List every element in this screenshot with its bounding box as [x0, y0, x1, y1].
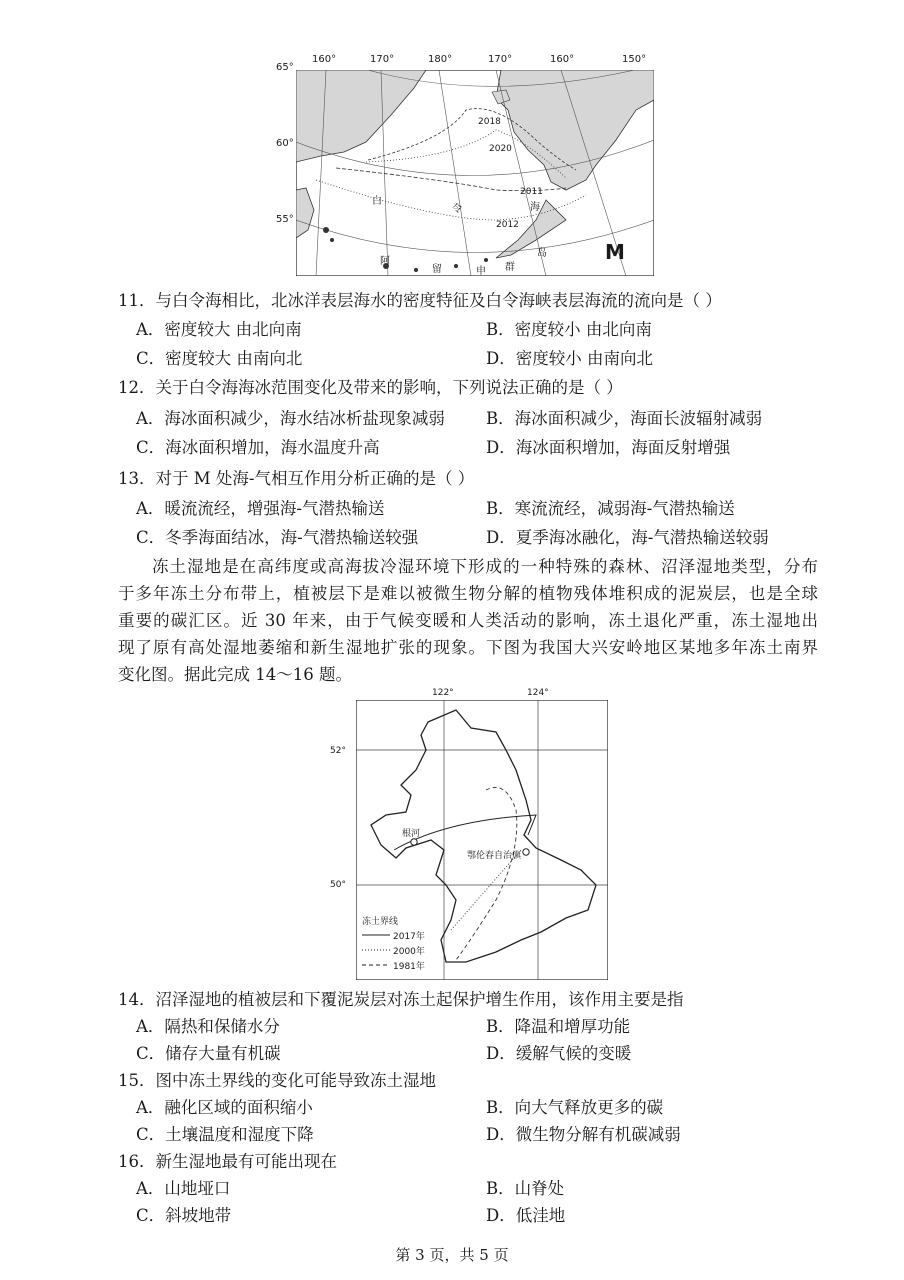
place-char: 海: [530, 202, 540, 213]
map1-lat-label: 65°: [276, 62, 294, 73]
option-b: B．山脊处: [486, 1179, 565, 1198]
place-char: 岛: [537, 248, 547, 259]
year-label: 2012: [496, 220, 519, 230]
map-marker-m: M: [605, 240, 625, 264]
question-15: 15．图中冻土界线的变化可能导致冻土湿地: [118, 1071, 436, 1090]
bering-sea-map: [296, 70, 654, 276]
map1-lat-label: 55°: [276, 214, 294, 225]
option-d: D．海冰面积增加，海面反射增强: [486, 438, 731, 457]
map2-lat-label: 52°: [330, 746, 346, 756]
option-b: B．海冰面积减少，海面长波辐射减弱: [486, 409, 763, 428]
option-c: C．海冰面积增加，海水温度升高: [136, 438, 380, 457]
option-a: A．隔热和保储水分: [136, 1017, 280, 1036]
option-a: A．密度较大 由北向南: [136, 320, 302, 339]
place-char: 白: [372, 196, 382, 207]
place-char: 令: [452, 204, 462, 215]
option-c: C．冬季海面结冰，海-气潜热输送较强: [136, 528, 419, 547]
question-16: 16．新生湿地最有可能出现在: [118, 1152, 337, 1171]
question-13: 13．对于 M 处海-气相互作用分析正确的是（ ）: [118, 469, 475, 488]
option-d: D．微生物分解有机碳减弱: [486, 1125, 681, 1144]
map1-lon-label: 180°: [428, 54, 453, 65]
map2-lon-label: 122°: [432, 688, 454, 698]
year-label: 2018: [478, 117, 501, 127]
passage-line: 变化图。据此完成 14～16 题。: [118, 665, 352, 684]
option-a: A．融化区域的面积缩小: [136, 1098, 313, 1117]
passage: [118, 553, 818, 688]
option-a: A．海冰面积减少，海水结冰析盐现象减弱: [136, 409, 445, 428]
map1-lat-label: 60°: [276, 138, 294, 149]
year-label: 2011: [520, 187, 543, 197]
map1-lon-label: 170°: [370, 54, 395, 65]
legend-2000: 2000年: [393, 947, 425, 957]
option-c: C．密度较大 由南向北: [136, 349, 303, 368]
map1-lon-label: 150°: [622, 54, 647, 65]
place-char: 申: [476, 266, 486, 277]
question-12: 12．关于白令海海冰范围变化及带来的影响，下列说法正确的是（ ）: [118, 378, 623, 397]
option-c: C．储存大量有机碳: [136, 1044, 281, 1063]
option-b: B．密度较小 由北向南: [486, 320, 652, 339]
place-char: 群: [505, 262, 515, 273]
map2-lon-label: 124°: [527, 688, 549, 698]
option-a: A．暖流流经，增强海-气潜热输送: [136, 499, 385, 518]
passage-line: 重要的碳汇区。近 30 年来，由于气候变暖和人类活动的影响，冻土退化严重，冻土湿地出: [118, 611, 818, 630]
city-label-genhe: 根河: [402, 829, 421, 839]
legend-2017: 2017年: [393, 932, 425, 942]
option-b: B．降温和增厚功能: [486, 1017, 631, 1036]
option-c: C．斜坡地带: [136, 1206, 232, 1225]
legend-1981: 1981年: [393, 962, 425, 972]
place-char: 阿: [380, 256, 390, 267]
map1-lon-label: 170°: [488, 54, 513, 65]
city-marker: [523, 849, 529, 855]
permafrost-map: [356, 700, 608, 980]
passage-line: 冻土湿地是在高纬度或高海拔冷湿环境下形成的一种特殊的森林、沼泽湿地类型，分布: [152, 557, 818, 576]
option-b: B．寒流流经，减弱海-气潜热输送: [486, 499, 735, 518]
place-char: 留: [432, 264, 442, 275]
map1-lon-label: 160°: [550, 54, 575, 65]
option-d: D．缓解气候的变暖: [486, 1044, 632, 1063]
map2-lat-label: 50°: [330, 880, 346, 890]
option-d: D．密度较小 由南向北: [486, 349, 653, 368]
map1-lon-label: 160°: [312, 54, 337, 65]
option-d: D．夏季海冰融化，海-气潜热输送较弱: [486, 528, 769, 547]
option-b: B．向大气释放更多的碳: [486, 1098, 664, 1117]
legend-title: 冻土界线: [362, 917, 399, 927]
city-label-elunchun: 鄂伦春自治旗: [467, 851, 522, 861]
option-c: C．土壤温度和湿度下降: [136, 1125, 314, 1144]
passage-line: 现了原有高处湿地萎缩和新生湿地扩张的现象。下图为我国大兴安岭地区某地多年冻土南界: [118, 638, 818, 657]
option-d: D．低洼地: [486, 1206, 566, 1225]
question-14: 14．沼泽湿地的植被层和下覆泥炭层对冻土起保护增生作用，该作用主要是指: [118, 990, 684, 1009]
year-label: 2020: [489, 144, 512, 154]
question-11: 11．与白令海相比，北冰洋表层海水的密度特征及白令海峡表层海流的流向是（ ）: [118, 291, 722, 310]
page-footer: 第 3 页，共 5 页: [395, 1246, 509, 1264]
city-marker: [411, 839, 417, 845]
passage-line: 于多年冻土分布带上，植被层下是难以被微生物分解的植物残体堆积成的泥炭层，也是全球: [118, 584, 818, 603]
option-a: A．山地垭口: [136, 1179, 231, 1198]
